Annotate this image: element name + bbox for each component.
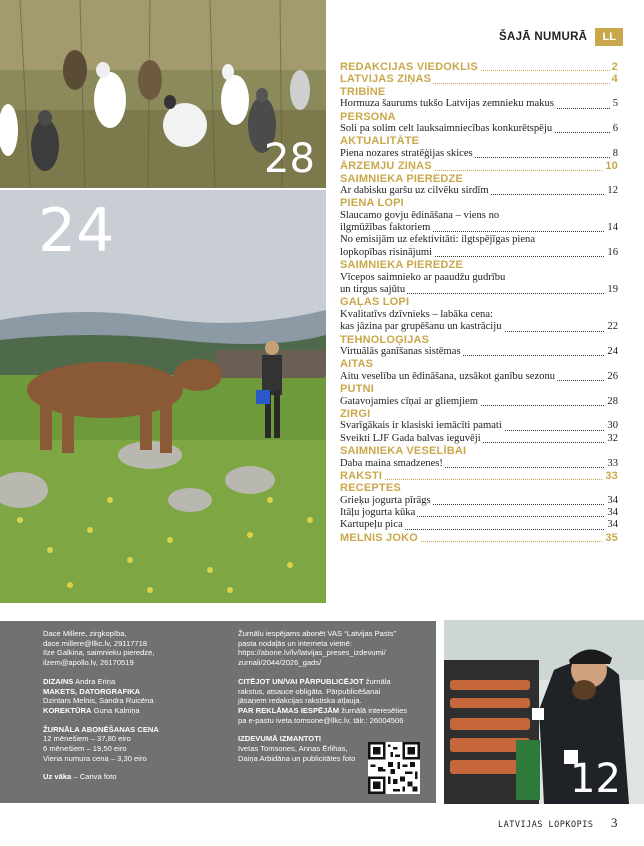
toc-section-heading bbox=[340, 334, 618, 346]
proof-credit bbox=[43, 706, 228, 716]
cite-value: žurnāla bbox=[365, 676, 391, 686]
toc-article-title: Virtuālās ganīšanas sistēmas bbox=[340, 345, 461, 357]
cite-line: jāsaņem redakcijas rakstiska atļauja. bbox=[238, 696, 362, 706]
layout-value: Dzintars Melnis, Sandra Ruicēna bbox=[43, 696, 154, 706]
toc-article-title: kas jāzina par grupēšanu un kastrāciju bbox=[340, 321, 502, 333]
toc-article[interactable] bbox=[340, 420, 618, 432]
toc-article-title: Kvalitatīvs dzīvnieks – labāka cena: bbox=[340, 308, 493, 320]
toc-article[interactable] bbox=[340, 148, 618, 160]
used-label: IZDEVUMĀ IZMANTOTI bbox=[238, 734, 321, 744]
toc-article-title: lopkopības risinājumi bbox=[340, 246, 433, 258]
qr-code-icon[interactable] bbox=[368, 742, 420, 794]
toc-section-heading bbox=[340, 296, 618, 308]
price-line: Viena numura cena – 3,30 eiro bbox=[43, 753, 147, 763]
toc-section-label: LATVIJAS ZIŅAS bbox=[340, 73, 432, 86]
toc-section-heading bbox=[340, 408, 618, 420]
ad-line bbox=[238, 706, 434, 716]
toc-article[interactable] bbox=[340, 433, 618, 445]
subscribe-link[interactable]: https://abone.lv/lv/latvijas_preses_izdevumi/ bbox=[238, 648, 386, 658]
toc-article-title: Sveikti LJF Gada balvas ieguvēji bbox=[340, 432, 481, 444]
toc-section-heading bbox=[340, 135, 618, 147]
toc-page-number: 22 bbox=[607, 321, 618, 333]
toc-article-title: Gatavojamies cīņai ar gliemjiem bbox=[340, 395, 478, 407]
ad-contact: pa e-pastu iveta.tomsone@llkc.lv, tālr.: 26004506 bbox=[238, 715, 404, 725]
toc-page-number: 5 bbox=[612, 98, 618, 110]
toc-section-label: ĀRZEMJU ZIŅAS bbox=[340, 160, 432, 173]
price-line: 6 mēnešiem – 19,50 eiro bbox=[43, 744, 127, 754]
journal-name: LATVIJAS LOPKOPIS bbox=[498, 820, 594, 830]
toc-page-number: 10 bbox=[605, 160, 618, 173]
toc-page-number: 26 bbox=[607, 370, 618, 382]
cover-label: Uz vāka bbox=[43, 772, 72, 782]
toc-section-label: REDAKCIJAS VIEDOKLIS bbox=[340, 61, 478, 73]
design-credit bbox=[43, 677, 228, 687]
toc-article bbox=[340, 272, 618, 284]
toc-page-number: 34 bbox=[607, 494, 618, 506]
toc-article-title: Itāļu jogurta kūka bbox=[340, 507, 416, 519]
toc-article-title: Vīcepos saimnieko ar paaudžu gudrību bbox=[340, 271, 506, 283]
toc-article[interactable] bbox=[340, 98, 618, 110]
toc-article-title: Hormuza šaurums tukšo Latvijas zemnieku makus bbox=[340, 98, 554, 110]
toc-page-number: 6 bbox=[612, 122, 618, 134]
subscribe-line: pasta nodaļās un interneta vietnē: bbox=[238, 638, 352, 648]
toc-section-label: SAIMNIEKA PIEREDZE bbox=[340, 172, 463, 185]
table-of-contents bbox=[340, 61, 618, 544]
layout-label: MAKETS, DATORGRAFIKA bbox=[43, 686, 141, 696]
toc-article-title: Kartupeļu pica bbox=[340, 519, 403, 531]
toc-page-number: 32 bbox=[607, 432, 618, 444]
toc-section-label: SAIMNIEKA VESELĪBAI bbox=[340, 445, 467, 458]
toc-page-number: 28 bbox=[607, 395, 618, 407]
used-line: Ivetas Tomsones, Annas Ērlihas, bbox=[238, 744, 348, 754]
toc-article bbox=[340, 234, 618, 246]
toc-article[interactable] bbox=[340, 123, 618, 135]
toc-section-heading bbox=[340, 197, 618, 209]
toc-article[interactable] bbox=[340, 371, 618, 383]
toc-article[interactable] bbox=[340, 458, 618, 470]
toc-article[interactable] bbox=[340, 519, 618, 531]
toc-section-heading bbox=[340, 173, 618, 185]
toc-article bbox=[340, 210, 618, 222]
toc-article-title: Daba maina smadzenes! bbox=[340, 457, 443, 469]
imprint-col-left bbox=[43, 629, 228, 782]
toc-section-label: TEHNOLOĢIJAS bbox=[340, 333, 430, 346]
cover-value: – Canva foto bbox=[73, 772, 117, 782]
ad-label: PAR REKLĀMAS IESPĒJĀM bbox=[238, 705, 340, 715]
cite-line bbox=[238, 677, 434, 687]
toc-section-heading[interactable] bbox=[340, 73, 618, 85]
toc-section-heading bbox=[340, 86, 618, 98]
toc-title: ŠAJĀ NUMURĀ bbox=[499, 31, 588, 43]
toc-page-number: 33 bbox=[607, 457, 618, 469]
proof-value: Guna Kalniņa bbox=[93, 705, 140, 715]
toc-section-heading bbox=[340, 445, 618, 457]
toc-article-title: Piena nozares stratēģijas skices bbox=[340, 147, 473, 159]
page-number: 3 bbox=[611, 815, 618, 830]
toc-section-heading[interactable] bbox=[340, 470, 618, 482]
toc-article[interactable] bbox=[340, 284, 618, 296]
toc-article-title: ilgmūžības faktoriem bbox=[340, 222, 431, 234]
toc-section-heading[interactable] bbox=[340, 532, 618, 544]
toc-page-number: 14 bbox=[607, 222, 618, 234]
subscribe-link[interactable]: zurnali/2044/2026_gads/ bbox=[238, 658, 322, 668]
cow-page-number: 24 bbox=[38, 196, 115, 266]
toc-section-heading bbox=[340, 482, 618, 494]
toc-article[interactable] bbox=[340, 346, 618, 358]
toc-article[interactable] bbox=[340, 185, 618, 197]
toc-section-label: PIENA LOPI bbox=[340, 197, 404, 210]
toc-section-label: PERSONA bbox=[340, 110, 396, 123]
toc-section-heading bbox=[340, 259, 618, 271]
proof-label: KOREKTŪRA bbox=[43, 705, 92, 715]
toc-section-label: AKTUALITĀTE bbox=[340, 135, 420, 148]
subscribe-line: Žurnālu iespējams abonēt VAS “Latvijas Pasts” bbox=[238, 629, 397, 638]
toc-article-title: un tirgus sajūtu bbox=[340, 284, 406, 296]
toc-page-number: 19 bbox=[607, 284, 618, 296]
toc-section-label: MELNIS JOKO bbox=[340, 531, 418, 544]
chef-page-number: 12 bbox=[570, 756, 621, 802]
toc-section-label: SAIMNIEKA PIEREDZE bbox=[340, 259, 463, 272]
toc-page-number: 12 bbox=[607, 184, 618, 196]
contact-line: ilzem@apollo.lv, 26170519 bbox=[43, 658, 134, 668]
toc-article[interactable] bbox=[340, 396, 618, 408]
price-label: ŽURNĀLA ABONĒŠANAS CENA bbox=[43, 724, 159, 734]
toc-section-heading bbox=[340, 358, 618, 370]
design-value: Andra Eriņa bbox=[75, 676, 116, 686]
design-label: DIZAINS bbox=[43, 676, 74, 686]
contact-line: Ilze Galkina, saimnieku pieredze, bbox=[43, 648, 155, 658]
toc-section-heading bbox=[340, 111, 618, 123]
toc-section-heading[interactable] bbox=[340, 61, 618, 73]
toc-page-number: 35 bbox=[605, 531, 618, 544]
ducks-page-number: 28 bbox=[264, 136, 315, 182]
toc-header bbox=[499, 28, 623, 46]
toc-page-number: 30 bbox=[607, 420, 618, 432]
cover-credit bbox=[43, 772, 228, 782]
toc-article bbox=[340, 309, 618, 321]
toc-page-number: 2 bbox=[611, 61, 618, 73]
toc-section-heading[interactable] bbox=[340, 160, 618, 172]
contact-line: dace.millere@llkc.lv, 29117718 bbox=[43, 638, 148, 648]
toc-badge: LL bbox=[595, 28, 623, 46]
toc-article-title: Svarīgākais ir klasiski iemācīti pamati bbox=[340, 420, 502, 432]
toc-article-title: No emisijām uz efektivitāti: ilgtspējīgas piena bbox=[340, 234, 536, 246]
toc-page-number: 34 bbox=[607, 519, 618, 531]
toc-section-heading bbox=[340, 383, 618, 395]
toc-article[interactable] bbox=[340, 321, 618, 333]
toc-page-number: 33 bbox=[605, 469, 618, 482]
toc-article[interactable] bbox=[340, 495, 618, 507]
toc-section-label: RECEPTES bbox=[340, 482, 401, 495]
toc-page-number: 24 bbox=[607, 345, 618, 357]
toc-section-label: AITAS bbox=[340, 358, 374, 371]
toc-page-number: 4 bbox=[611, 73, 618, 86]
toc-section-label: PUTNI bbox=[340, 383, 374, 396]
toc-article-title: Soli pa solim celt lauksaimniecības konkurētspēju bbox=[340, 122, 553, 134]
toc-section-label: TRIBĪNE bbox=[340, 85, 386, 98]
toc-section-label: ZIRGI bbox=[340, 407, 371, 420]
toc-section-label: RAKSTI bbox=[340, 469, 383, 482]
cite-line: rakstus, atsauce obligāta. Pārpublicēšanai bbox=[238, 686, 381, 696]
toc-article[interactable] bbox=[340, 507, 618, 519]
toc-page-number: 34 bbox=[607, 507, 618, 519]
price-line: 12 mēnešiem – 37,80 eiro bbox=[43, 734, 131, 744]
toc-article[interactable] bbox=[340, 222, 618, 234]
contact-line: Dace Millere, zirgkopība, bbox=[43, 629, 127, 638]
toc-article-title: Grieķu jogurta pīrāgs bbox=[340, 494, 431, 506]
toc-page-number: 8 bbox=[612, 147, 618, 159]
used-line: Daiņa Arbidāna un publicitātes foto bbox=[238, 753, 356, 763]
ad-value: žurnālā interesēties bbox=[341, 705, 408, 715]
toc-article-title: Ar dabisku garšu uz cilvēku sirdīm bbox=[340, 184, 489, 196]
toc-article[interactable] bbox=[340, 247, 618, 259]
toc-article-title: Slaucamo govju ēdināšana – viens no bbox=[340, 209, 500, 221]
imprint-box bbox=[0, 621, 436, 803]
toc-section-label: GAĻAS LOPI bbox=[340, 296, 410, 309]
toc-page-number: 16 bbox=[607, 246, 618, 258]
cite-label: CITĒJOT UN/VAI PĀRPUBLICĒJOT bbox=[238, 676, 364, 686]
toc-article-title: Aitu veselība un ēdināšana, uzsākot ganību sezonu bbox=[340, 370, 556, 382]
